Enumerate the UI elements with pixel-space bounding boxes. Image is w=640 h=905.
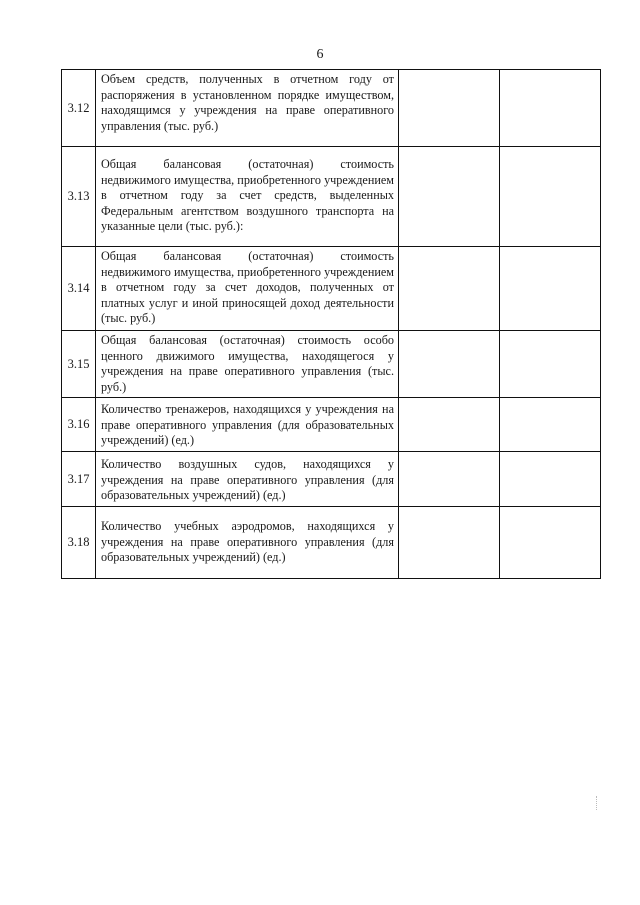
table-row [62, 147, 601, 247]
row-number: 3.13 [62, 147, 96, 247]
value-cell-previous[interactable] [500, 331, 601, 398]
value-cell-previous[interactable] [500, 247, 601, 331]
row-number: 3.18 [62, 507, 96, 579]
value-cell-current[interactable] [399, 331, 500, 398]
value-cell-previous[interactable] [500, 452, 601, 507]
value-cell-current[interactable] [399, 70, 500, 147]
value-cell-previous[interactable] [500, 70, 601, 147]
value-cell-current[interactable] [399, 398, 500, 452]
table-row [62, 70, 601, 147]
value-cell-current[interactable] [399, 452, 500, 507]
table-row [62, 452, 601, 507]
row-number: 3.14 [62, 247, 96, 331]
value-cell-previous[interactable] [500, 147, 601, 247]
table-row [62, 247, 601, 331]
row-description: Объем средств, полученных в отчетном году от распоряжения в установленном порядке имуществом, находящимся у учреждения на праве оперативного управления (тыс. руб.) [96, 70, 399, 147]
row-description: Общая балансовая (остаточная) стоимость особо ценного движимого имущества, находящегося у учреждения на праве оперативного управления (тыс. руб.) [96, 331, 399, 398]
row-number: 3.15 [62, 331, 96, 398]
row-number: 3.16 [62, 398, 96, 452]
row-description: Количество учебных аэродромов, находящихся у учреждения на праве оперативного управления (для образовательных учреждений) (ед.) [96, 507, 399, 579]
table-row [62, 331, 601, 398]
row-description: Количество воздушных судов, находящихся у учреждения на праве оперативного управления (для образовательных учреждений) (ед.) [96, 452, 399, 507]
row-description: Общая балансовая (остаточная) стоимость недвижимого имущества, приобретенного учреждением в отчетном году за счет доходов, полученных от платных услуг и иной приносящей доход деятельности (тыс. руб.) [96, 247, 399, 331]
row-number: 3.12 [62, 70, 96, 147]
report-table [61, 69, 601, 579]
value-cell-current[interactable] [399, 147, 500, 247]
table-row [62, 398, 601, 452]
value-cell-current[interactable] [399, 507, 500, 579]
row-description: Количество тренажеров, находящихся у учреждения на праве оперативного управления (для образовательных учреждений) (ед.) [96, 398, 399, 452]
page-number: 6 [316, 47, 324, 62]
value-cell-previous[interactable] [500, 507, 601, 579]
row-number: 3.17 [62, 452, 96, 507]
value-cell-current[interactable] [399, 247, 500, 331]
table-row [62, 507, 601, 579]
row-description: Общая балансовая (остаточная) стоимость недвижимого имущества, приобретенного учреждением в отчетном году за счет средств, выделенных Федеральным агентством воздушного транспорта на указанные цели (тыс. руб.): [96, 147, 399, 247]
value-cell-previous[interactable] [500, 398, 601, 452]
scan-artifact [596, 796, 598, 810]
